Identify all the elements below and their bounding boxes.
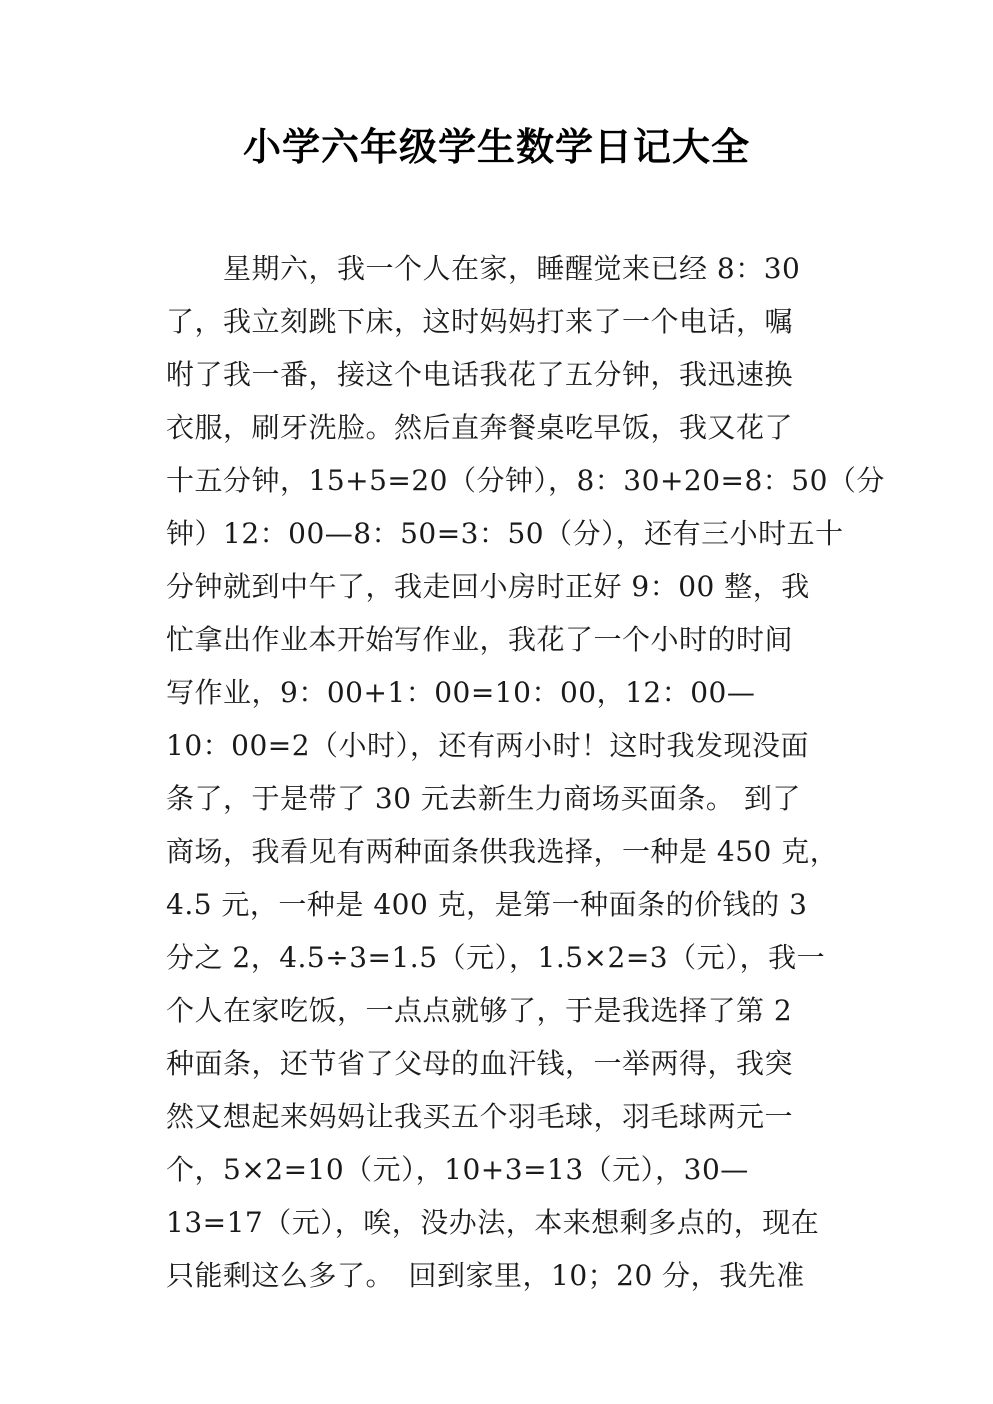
body-line: 分之 2，4.5÷3=1.5（元），1.5×2=3（元），我一: [166, 941, 826, 974]
body-line: 咐了我一番，接这个电话我花了五分钟，我迅速换: [166, 358, 794, 391]
body-line: 十五分钟，15+5=20（分钟），8：30+20=8：50（分: [166, 464, 885, 497]
body-line: 写作业，9：00+1：00=10：00，12：00—: [166, 676, 756, 709]
body-line: 忙拿出作业本开始写作业，我花了一个小时的时间: [166, 623, 794, 656]
body-line: 只能剩这么多了。 回到家里，10；20 分，我先准: [166, 1259, 805, 1292]
body-line: 10：00=2（小时），还有两小时！这时我发现没面: [166, 729, 810, 762]
body-line: 个，5×2=10（元），10+3=13（元），30—: [166, 1153, 749, 1186]
body-line: 条了，于是带了 30 元去新生力商场买面条。 到了: [166, 782, 801, 815]
document-title: 小学六年级学生数学日记大全: [242, 125, 750, 169]
body-line: 13=17（元），唉，没办法，本来想剩多点的，现在: [166, 1206, 820, 1239]
body-line: 然又想起来妈妈让我买五个羽毛球，羽毛球两元一: [166, 1100, 794, 1133]
body-line: 了，我立刻跳下床，这时妈妈打来了一个电话，嘱: [166, 305, 794, 338]
body-line: 分钟就到中午了，我走回小房时正好 9：00 整，我: [166, 570, 810, 603]
body-line: 星期六，我一个人在家，睡醒觉来已经 8：30: [166, 252, 801, 285]
body-line: 4.5 元，一种是 400 克，是第一种面条的价钱的 3: [166, 888, 808, 921]
body-line: 个人在家吃饭，一点点就够了，于是我选择了第 2: [166, 994, 793, 1027]
body-line: 衣服，刷牙洗脸。然后直奔餐桌吃早饭，我又花了: [166, 411, 794, 444]
document-body: [166, 242, 885, 1302]
body-line: 钟）12：00—8：50=3：50（分），还有三小时五十: [166, 517, 844, 550]
body-line: 种面条，还节省了父母的血汗钱，一举两得，我突: [166, 1047, 794, 1080]
body-line: 商场，我看见有两种面条供我选择，一种是 450 克，: [166, 835, 839, 868]
